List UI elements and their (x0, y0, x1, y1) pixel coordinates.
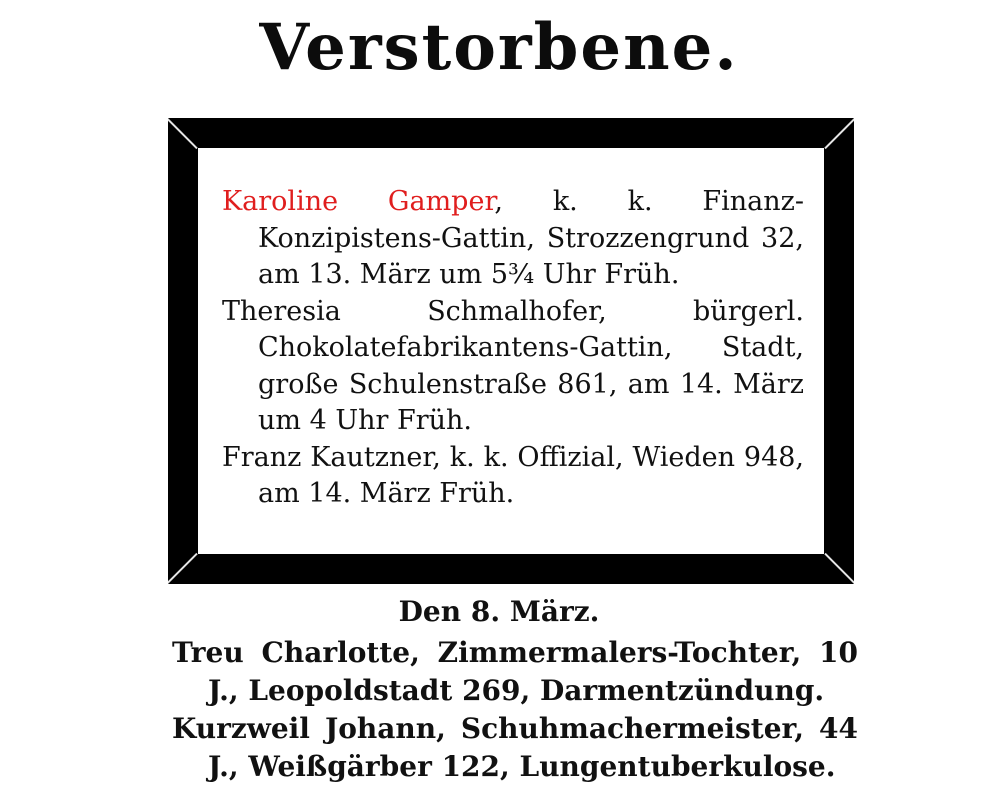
frame-corner (824, 553, 855, 584)
notice-text: , bürgerl. Chokolatefabrikantens-Gattin, Stadt, große Schulenstraße 861, am 14. März um 4 Uhr Früh. (258, 295, 804, 436)
frame-corner (167, 553, 198, 584)
record-entry: Treu Charlotte, Zimmermalers-Tochter, 10 J., Leopoldstadt 269, Darmentzündung. (172, 636, 858, 707)
notice-entry (222, 184, 804, 294)
notice-name: Theresia Schmalhofer (222, 295, 599, 327)
death-records (172, 634, 858, 786)
notice-name: Franz Kautzner (222, 441, 433, 473)
notice-entry (222, 440, 804, 513)
page-title: Verstorbene. (259, 10, 739, 85)
notice-name[interactable]: Karoline Gamper (222, 186, 495, 217)
frame-corner (824, 118, 855, 149)
record-entry: Kurzweil Johann, Schuhmachermeister, 44 J., Weißgärber 122, Lungentuberkulose. (172, 712, 858, 783)
section-date: Den 8. März. (398, 595, 600, 628)
notice-entry (222, 294, 804, 440)
notice-text: , k. k. Offizial, Wieden 948, am 14. März Früh. (258, 441, 805, 509)
framed-notices (222, 184, 804, 513)
frame-corner (167, 118, 198, 149)
notice-text: , k. k. Finanz-Konzipistens-Gattin, Strozzengrund 32, am 13. März um 5¾ Uhr Früh. (258, 186, 804, 290)
